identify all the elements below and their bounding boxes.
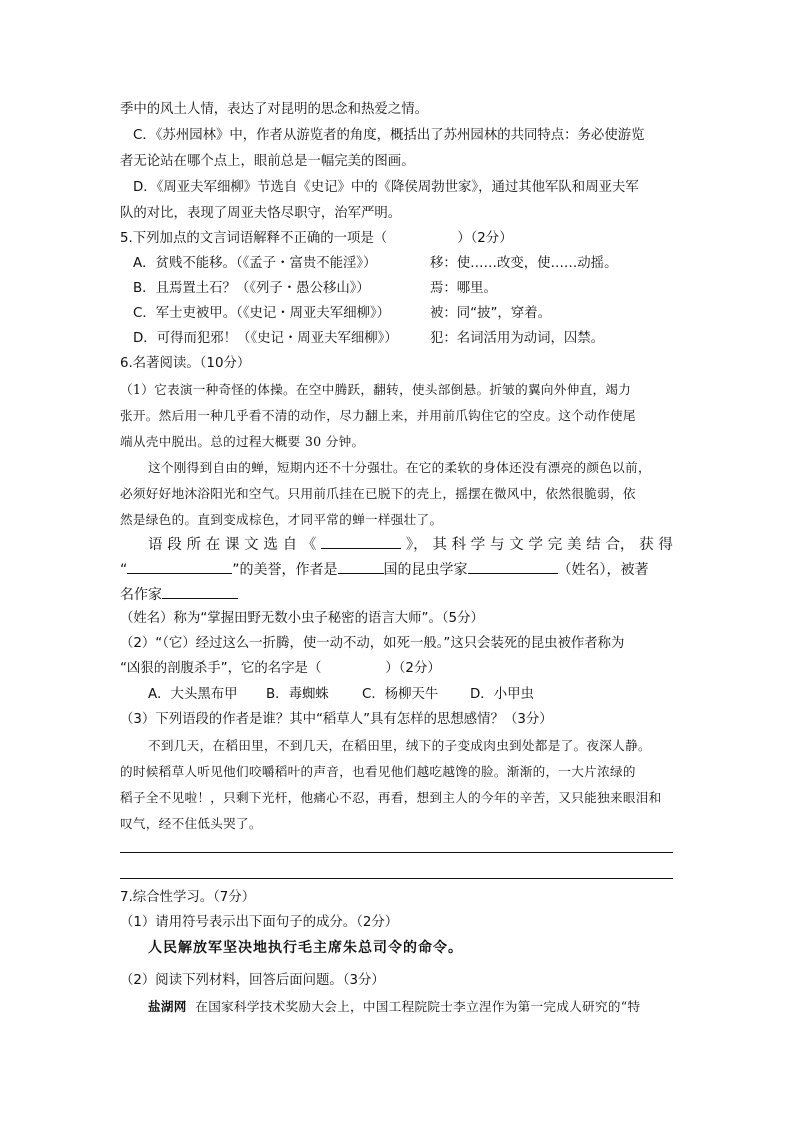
q6-sub2-option-c: C．杨柳天牛 xyxy=(362,687,439,702)
q6-sub2-option-d: D．小甲虫 xyxy=(470,687,534,702)
q5-option-c-text: C．军士吏被甲。（《史记・周亚夫军细柳》） xyxy=(133,306,391,321)
fill-char: 》， xyxy=(405,537,428,553)
q7-sentence: 人民解放军坚决地执行毛主席朱总司令的命令。 xyxy=(148,940,463,956)
fill-char: 在 xyxy=(205,537,221,553)
q4-option-d-line2: 队的对比，表现了周亚夫恪尽职守，治军严明。 xyxy=(120,206,402,221)
fill-text: ”的美誉，作者是 xyxy=(232,562,338,578)
q6-fill-line4: （姓名）称为“掌握田野无数小虫子秘密的语言大师”。（5分） xyxy=(120,611,484,626)
q6-passage3-line2: 的时候稻草人听见他们咬嚼稻叶的声音，也看见他们越吃越馋的脸。渐渐的，一大片浓绿的 xyxy=(120,764,636,779)
writer-name-blank[interactable] xyxy=(162,584,238,599)
q6-passage3-line1: 不到几天，在稻田里，不到几天，在稻田里，绒下的子变成肉虫到处都是了。夜深人静。 xyxy=(148,738,651,753)
q6-passage2-line3: 然是绿色的。直到变成棕色，才同平常的蝉一样强壮了。 xyxy=(120,512,443,527)
fill-char: 《 xyxy=(301,537,317,553)
q4-option-a-continuation: 季中的风土人情，表达了对昆明的思念和热爱之情。 xyxy=(120,102,428,117)
q6-passage2-line1: 这个刚得到自由的蝉，短期内还不十分强壮。在它的柔软的身体还没有漂亮的颜色以前， xyxy=(148,460,651,475)
fill-char: 选 xyxy=(263,537,278,553)
q5-stem-points: ）（2分） xyxy=(457,231,513,246)
fill-char: 与 xyxy=(490,537,505,553)
q5-option-c xyxy=(133,305,390,323)
fill-char: 文 xyxy=(509,537,524,553)
q6-sub2-text: “凶狠的剖腹杀手”，它的名字是（ xyxy=(120,661,322,676)
fill-text: 名作家 xyxy=(120,587,162,603)
q6-passage2-line2: 必须好好地沐浴阳光和空气。只用前爪挂在已脱下的壳上，摇摆在微风中，依然很脆弱，依 xyxy=(120,486,636,501)
q5-option-a xyxy=(133,255,376,273)
entomologist-name-blank[interactable] xyxy=(468,559,558,574)
fill-char: 所 xyxy=(186,537,201,553)
fill-char: 美 xyxy=(566,537,582,553)
q4-option-c-line2: 者无论站在哪个点上，眼前总是一幅完美的图画。 xyxy=(120,154,415,169)
fill-char: 获 xyxy=(639,537,654,553)
q5-option-c-note: 被：同“披”，穿着。 xyxy=(430,306,551,321)
q6-fill-line3 xyxy=(120,584,238,604)
q7-sub2: （2）阅读下列材料，回答后面问题。（3分） xyxy=(120,973,385,988)
q7-sub1: （1）请用符号表示出下面句子的成分。（2分） xyxy=(120,915,399,930)
q6-passage1-line1: （1）它表演一种奇怪的体操。在空中腾跃，翻转，使头部倒悬。折皱的翼向外伸直，竭力 xyxy=(120,382,632,397)
q6-sub2-option-a: A．大头黑布甲 xyxy=(148,687,238,702)
fill-char: 合， xyxy=(605,537,635,553)
answer-line-1[interactable] xyxy=(120,852,673,853)
q6-passage3-line4: 叹气，经不住低头哭了。 xyxy=(120,816,262,831)
fill-char: 科 xyxy=(451,537,467,553)
q6-fill-line1 xyxy=(148,534,673,554)
fill-char: 文 xyxy=(244,537,259,553)
fill-char: 学 xyxy=(470,537,486,553)
fill-char: 结 xyxy=(586,537,601,553)
fill-char: 得 xyxy=(658,537,673,553)
q5-option-b-note: 焉：哪里。 xyxy=(430,281,497,296)
q6-sub3-stem: （3）下列语段的作者是谁？其中“稻草人”具有怎样的思想感情？（3分） xyxy=(120,712,553,727)
q7-news-line xyxy=(148,998,640,1016)
q6-passage1-line3: 端从壳中脱出。总的过程大概要 30 分钟。 xyxy=(120,434,365,449)
q5-option-b xyxy=(133,280,370,298)
q5-option-d-note: 犯：名词活用为动词，囚禁。 xyxy=(430,331,605,346)
q5-option-a-text: A．贫贱不能移。（《孟子・富贵不能淫》） xyxy=(133,256,377,271)
book-title-blank[interactable] xyxy=(321,534,401,549)
q6-stem: 6.名著阅读。（10分） xyxy=(120,356,251,371)
q5-stem xyxy=(120,230,513,248)
reputation-blank[interactable] xyxy=(127,559,232,574)
q5-option-d xyxy=(133,330,398,348)
q6-passage3-line3: 稻子全不见啦！，只剩下光杆，他痛心不忍，再看，想到主人的今年的辛苦，又只能独来眼泪和 xyxy=(120,790,662,805)
q5-stem-text: 5.下列加点的文言词语解释不正确的一项是（ xyxy=(120,231,388,246)
q6-sub2-options xyxy=(148,686,534,704)
fill-char: 其 xyxy=(432,537,447,553)
fill-text: “ xyxy=(120,562,128,578)
fill-text: 国的昆虫学家 xyxy=(383,562,468,578)
q6-sub2-line2 xyxy=(120,660,441,678)
q4-option-c-line1: C．《苏州园林》中，作者从游览者的角度，概括出了苏州园林的共同特点：务必使游览 xyxy=(133,128,645,143)
q6-sub2-line1: （2）“（它）经过这么一折腾，使一动不动，如死一般。”这只会装死的昆虫被作者称为 xyxy=(120,636,625,651)
q5-option-a-note: 移：使……改变，使……动摇。 xyxy=(430,256,618,271)
q6-sub2-option-b: B．毒蜘蛛 xyxy=(266,687,329,702)
q6-sub2-points: ）（2分） xyxy=(385,661,441,676)
fill-char: 语 xyxy=(148,537,163,553)
fill-text: （姓名），被著 xyxy=(557,562,649,578)
fill-char: 课 xyxy=(224,537,240,553)
news-source: 盐湖网 xyxy=(148,999,187,1014)
q6-fill-line2 xyxy=(120,559,649,579)
q7-stem: 7.综合性学习。（7分） xyxy=(120,890,256,905)
q4-option-d-line1: D．《周亚夫军细柳》节选自《史记》中的《降侯周勃世家》，通过其他军队和周亚夫军 xyxy=(133,180,639,195)
q5-option-b-text: B．且焉置土石？（《列子・愚公移山》） xyxy=(133,281,370,296)
news-text: 在国家科学技术奖励大会上，中国工程院院士李立涅作为第一完成人研究的“特 xyxy=(195,999,641,1014)
fill-char: 完 xyxy=(547,537,563,553)
q5-option-d-text: D．可得而犯邪！（《史记・周亚夫军细柳》） xyxy=(133,331,398,346)
country-blank[interactable] xyxy=(338,559,384,574)
fill-char: 段 xyxy=(167,537,182,553)
fill-char: 自 xyxy=(282,537,298,553)
q6-passage1-line2: 张开。然后用一种几乎看不清的动作，尽力翻上来，并用前爪钩住它的空皮。这个动作使尾 xyxy=(120,408,636,423)
fill-char: 学 xyxy=(528,537,543,553)
answer-line-2[interactable] xyxy=(120,878,673,879)
